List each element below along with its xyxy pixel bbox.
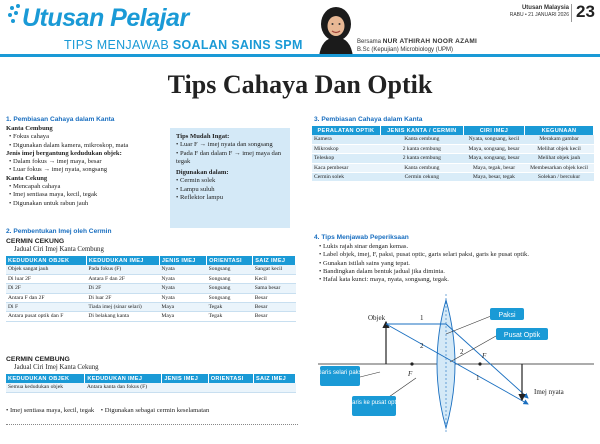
table-cell: Sangat kecil bbox=[253, 265, 296, 274]
table-header-cell: JENIS IMEJ bbox=[162, 374, 208, 383]
table1-caption: Jadual Ciri Imej Kanta Cembung bbox=[14, 246, 104, 253]
callout-pusat-line bbox=[450, 336, 496, 362]
publication-meta bbox=[483, 5, 569, 18]
table-cell: Di F bbox=[6, 303, 86, 312]
tips-bold: SOALAN SAINS SPM bbox=[172, 38, 303, 52]
table-cell: Cermin solek bbox=[312, 173, 380, 182]
section2-footer bbox=[6, 407, 306, 415]
label-garis-ke-box bbox=[352, 396, 396, 416]
table-cell: Objek sangat jauh bbox=[6, 265, 86, 274]
table-row bbox=[6, 284, 296, 293]
ray-label-2b: 2 bbox=[460, 348, 464, 356]
table-header-cell: KEDUDUKAN IMEJ bbox=[86, 256, 159, 265]
table-cell: Maya bbox=[159, 303, 206, 312]
brand-title: Utusan Pelajar bbox=[22, 4, 189, 32]
table-cell: Maya, besar, tegak bbox=[463, 173, 524, 182]
divider-dotted bbox=[6, 424, 298, 425]
table-header-cell: CIRI IMEJ bbox=[463, 126, 524, 135]
table-cell: Kanta cembung bbox=[380, 135, 463, 144]
tip-box-items bbox=[176, 141, 284, 166]
table-cell: Melihat objek jauh bbox=[525, 154, 594, 163]
table-cell: Tegak bbox=[207, 303, 253, 312]
table-cell: Besar bbox=[253, 293, 296, 302]
table-cell: Nyata bbox=[159, 284, 206, 293]
publication-name: Utusan Malaysia bbox=[521, 5, 569, 11]
page-title: Tips Cahaya Dan Optik bbox=[167, 70, 433, 99]
table-cell: Melihat objek kecil bbox=[525, 144, 594, 153]
page-number-divider bbox=[571, 4, 572, 22]
ray-label-1b: 1 bbox=[476, 374, 480, 382]
tip-item: • Pada F dan dalam F → imej maya dan tegak bbox=[176, 149, 282, 165]
table-row bbox=[312, 154, 594, 163]
section4-body bbox=[316, 243, 596, 284]
table-cell: Antara F dan 2F bbox=[86, 274, 159, 283]
label-garis-selari-box bbox=[320, 366, 360, 386]
table-header-cell: KEDUDUKAN OBJEK bbox=[6, 256, 86, 265]
callout-paksi-line bbox=[446, 316, 491, 334]
table-cell: Pada fokus (F) bbox=[86, 265, 159, 274]
table-cell: Tegak bbox=[207, 312, 253, 321]
label-garis-selari: Garis selari paksi bbox=[316, 370, 364, 376]
cermin-cembung-heading: CERMIN CEMBUNG bbox=[6, 356, 70, 363]
tip-usage-item: • Reflektor lampu bbox=[176, 194, 223, 202]
page-header bbox=[0, 0, 600, 62]
table-cell: Di belakang kanta bbox=[86, 312, 159, 321]
tip-item: • Luar F → imej nyata dan songsang bbox=[176, 141, 273, 149]
table-row bbox=[6, 303, 296, 312]
table-header-cell: KEGUNAAN bbox=[525, 126, 594, 135]
table-row bbox=[6, 293, 296, 302]
label-garis-ke: Garis ke pusat optik bbox=[347, 400, 401, 406]
table-cell: Kanta cembung bbox=[380, 163, 463, 172]
tip-box-heading: Tips Mudah Ingat: bbox=[176, 133, 230, 140]
label-f-left: F bbox=[408, 370, 413, 378]
table2-caption: Jadual Ciri Imej Kanta Cekung bbox=[14, 364, 99, 371]
table-cell: Cermin cekung bbox=[380, 173, 463, 182]
table-row bbox=[312, 173, 594, 182]
author-credential: B.Sc (Kepujian) Microbiology (UPM) bbox=[357, 46, 454, 53]
table-row bbox=[312, 163, 594, 172]
table-header-cell: PERALATAN OPTIK bbox=[312, 126, 380, 135]
section1-line: • Imej sentiasa maya, kecil, tegak bbox=[9, 191, 98, 199]
section1-body bbox=[6, 125, 168, 208]
exam-tip-item: • Gunakan istilah sains yang tepat. bbox=[319, 259, 410, 267]
table-cell: Besar bbox=[253, 303, 296, 312]
tips-prefix: TIPS MENJAWAB bbox=[64, 38, 173, 52]
table-cell: Kecil bbox=[253, 274, 296, 283]
tip-usage-item: • Cermin solek bbox=[176, 177, 216, 185]
ray-label-1: 1 bbox=[420, 314, 424, 322]
tip-box-heading2: Digunakan dalam: bbox=[176, 169, 229, 177]
author-photo-icon bbox=[315, 4, 357, 57]
table-header-cell: ORIENTASI bbox=[208, 374, 253, 383]
table-cell: Nyata bbox=[159, 293, 206, 302]
table-kanta-cekung bbox=[6, 374, 296, 393]
table-cell: Nyata, songsang, kecil bbox=[463, 135, 524, 144]
table-row bbox=[6, 265, 296, 274]
table-cell: Solekan / bercukur bbox=[525, 173, 594, 182]
table-cell: Mikroskop bbox=[312, 144, 380, 153]
exam-tip-item: • Hafal kata kunci: maya, nyata, songsang, tegak. bbox=[319, 276, 449, 284]
table-cell: Di 2F bbox=[86, 284, 159, 293]
table-header-cell: ORIENTASI bbox=[207, 256, 253, 265]
table-row bbox=[6, 383, 296, 392]
label-pusat-optik: Pusat Optik bbox=[503, 332, 541, 339]
table-cell: Maya, songsang, besar bbox=[463, 144, 524, 153]
table-header-cell: KEDUDUKAN OBJEK bbox=[6, 374, 85, 383]
footer-point-b: • Digunakan sebagai cermin keselamatan bbox=[100, 407, 210, 414]
table-cell: Antara kanta dan fokus (F) bbox=[85, 383, 162, 392]
section3-heading: 3. Pembiasan Cahaya dalam Kanta bbox=[314, 116, 423, 123]
focal-point-right bbox=[478, 362, 481, 365]
footer-point-a: • Imej sentiasa maya, kecil, tegak bbox=[6, 407, 95, 414]
table-cell: Di 2F bbox=[6, 284, 86, 293]
section1-line: • Mencapah cahaya bbox=[9, 183, 61, 191]
table-cell: 2 kanta cembung bbox=[380, 144, 463, 153]
section1-line: Jenis imej bergantung kedudukan objek: bbox=[6, 149, 122, 157]
table-header-cell: SAIZ IMEJ bbox=[253, 374, 295, 383]
table-cell: Antara pusat optik dan F bbox=[6, 312, 86, 321]
table-header-cell: KEDUDUKAN IMEJ bbox=[85, 374, 162, 383]
label-f-right: F bbox=[482, 352, 487, 360]
table-row bbox=[6, 274, 296, 283]
ray-label-2: 2 bbox=[420, 342, 424, 350]
section1-line: • Digunakan untuk rabun jauh bbox=[9, 199, 89, 207]
exam-tip-item: • Bandingkan dalam bentuk jadual jika diminta. bbox=[319, 267, 445, 275]
cermin-cekung-heading: CERMIN CEKUNG bbox=[6, 238, 65, 245]
exam-tip-item: • Label objek, imej, F, paksi, pusat optic, garis selari paksi, garis ke pusat optik. bbox=[319, 251, 529, 259]
table-cell: Songsang bbox=[207, 274, 253, 283]
tip-box-items2 bbox=[176, 177, 284, 202]
section2-heading: 2. Pembentukan Imej oleh Cermin bbox=[6, 228, 112, 235]
section4-heading: 4. Tips Menjawab Peperiksaan bbox=[314, 234, 409, 241]
table-cell: Sama besar bbox=[253, 284, 296, 293]
table-cell: 2 kanta cembung bbox=[380, 154, 463, 163]
author-prefix: Bersama bbox=[357, 39, 383, 45]
section1-line: Kanta Cembung bbox=[6, 125, 53, 132]
focal-point-left bbox=[410, 362, 413, 365]
table-row bbox=[312, 144, 594, 153]
table-cell: Membesarkan objek kecil bbox=[525, 163, 594, 172]
table-cell bbox=[253, 383, 295, 392]
tip-usage-item: • Lampu suluh bbox=[176, 185, 215, 193]
table-cell: Merakam gambar bbox=[525, 135, 594, 144]
author-name: NUR ATHIRAH NOOR AZAMI bbox=[382, 38, 478, 45]
ray-diagram bbox=[316, 286, 596, 440]
section1-heading: 1. Pembiasan Cahaya dalam Kanta bbox=[6, 116, 115, 123]
table-cell: Tiada imej (sinar selari) bbox=[86, 303, 159, 312]
section1-line: • Luar fokus → imej nyata, songsang bbox=[9, 166, 108, 174]
table-cell: Antara F dan 2F bbox=[6, 293, 86, 302]
label-objek: Objek bbox=[368, 314, 386, 322]
table-cell: Besar bbox=[253, 312, 296, 321]
label-paksi: Paksi bbox=[498, 312, 516, 319]
section1-line: • Fokus cahaya bbox=[9, 133, 50, 141]
table-cell bbox=[208, 383, 253, 392]
table-row bbox=[312, 135, 594, 144]
table-cell: Maya, songsang, besar bbox=[463, 154, 524, 163]
table-cell bbox=[162, 383, 208, 392]
table-cell: Kamera bbox=[312, 135, 380, 144]
tips-banner bbox=[64, 38, 303, 52]
table-header-cell: JENIS IMEJ bbox=[159, 256, 206, 265]
table-cell: Nyata bbox=[159, 265, 206, 274]
table-header-cell: SAIZ IMEJ bbox=[253, 256, 296, 265]
table-cell: Maya bbox=[159, 312, 206, 321]
header-stripe bbox=[0, 54, 600, 57]
table-cell: Songsang bbox=[207, 293, 253, 302]
table-cell: Di luar 2F bbox=[86, 293, 159, 302]
publication-date: RABU • 21 JANUARI 2026 bbox=[509, 11, 569, 18]
table-cell: Songsang bbox=[207, 265, 253, 274]
table-cell: Maya, tegak, besar bbox=[463, 163, 524, 172]
tip-box bbox=[170, 128, 290, 228]
exam-tip-item: • Lukis rajah sinar dengan kemas. bbox=[319, 243, 409, 250]
table-header-cell: JENIS KANTA / CERMIN bbox=[380, 126, 463, 135]
label-imej-nyata: Imej nyata bbox=[534, 388, 564, 396]
section1-line: Kanta Cekung bbox=[6, 174, 48, 182]
table-peralatan-optik bbox=[312, 126, 594, 182]
table-cell: Di luar 2F bbox=[6, 274, 86, 283]
page-number: 23 bbox=[576, 2, 595, 21]
table-kanta-cembung bbox=[6, 256, 296, 322]
table-row bbox=[6, 312, 296, 321]
section1-line: • Dalam fokus → imej maya, besar bbox=[9, 158, 102, 166]
table-cell: Semua kedudukan objek bbox=[6, 383, 85, 392]
section1-line: • Digunakan dalam kamera, mikroskop, mata bbox=[9, 141, 129, 149]
table-cell: Teleskop bbox=[312, 154, 380, 163]
table-cell: Nyata bbox=[159, 274, 206, 283]
author-byline bbox=[357, 38, 477, 54]
table-cell: Kaca pembesar bbox=[312, 163, 380, 172]
table-cell: Songsang bbox=[207, 284, 253, 293]
